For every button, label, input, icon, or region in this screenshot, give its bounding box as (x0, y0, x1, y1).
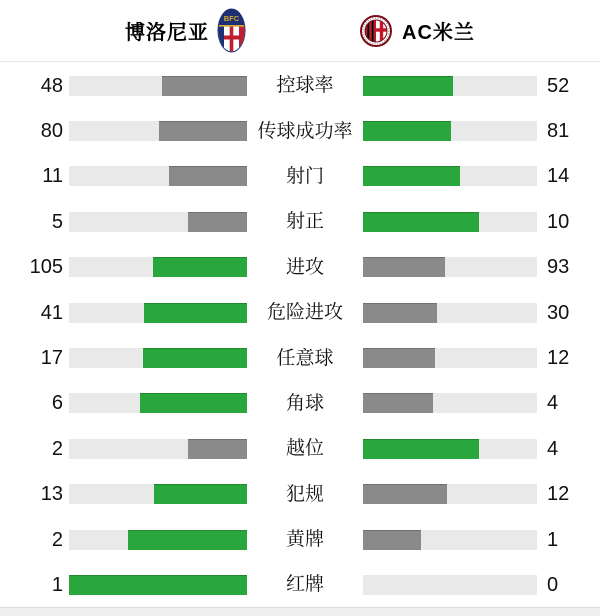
away-value: 0 (547, 573, 559, 596)
ac-milan-crest-icon (360, 15, 392, 47)
away-bar-fill (363, 348, 435, 368)
home-bar-fill (128, 530, 247, 550)
away-bar-fill (363, 303, 437, 323)
away-bar-track (363, 575, 537, 595)
header-team-home (125, 8, 246, 53)
home-bar-track (69, 257, 247, 277)
home-value: 1 (51, 573, 63, 596)
stat-label: 危险进攻 (266, 302, 343, 324)
away-bar-track (363, 166, 537, 186)
home-bar-fill (162, 76, 247, 96)
stat-row (0, 108, 600, 153)
away-bar-track (363, 121, 537, 141)
home-bar-fill (159, 121, 247, 141)
home-value: 13 (40, 483, 63, 506)
header-team-away (360, 15, 475, 47)
home-bar-track (69, 121, 247, 141)
home-bar-track (69, 212, 247, 232)
home-bar-track (69, 439, 247, 459)
away-bar-fill (363, 530, 421, 550)
stat-row (0, 335, 600, 380)
away-bar-track (363, 348, 537, 368)
bologna-crest-icon (217, 8, 246, 53)
home-bar-track (69, 348, 247, 368)
home-bar-fill (143, 348, 247, 368)
home-value: 5 (51, 210, 63, 233)
away-bar-track (363, 212, 537, 232)
home-value: 11 (42, 165, 63, 188)
stat-row (0, 290, 600, 335)
away-bar-track (363, 257, 537, 277)
away-bar-fill (363, 257, 445, 277)
away-bar-track (363, 439, 537, 459)
away-bar-track (363, 76, 537, 96)
stat-label: 射门 (285, 165, 324, 187)
away-value: 12 (547, 347, 570, 370)
stat-row (0, 245, 600, 290)
stat-label: 传球成功率 (257, 120, 353, 142)
away-bar-fill (363, 76, 453, 96)
match-stats-header (0, 0, 600, 62)
away-value: 12 (547, 483, 570, 506)
away-bar-fill (363, 166, 460, 186)
stat-row (0, 562, 600, 607)
away-bar-fill (363, 393, 433, 413)
home-value: 48 (40, 74, 63, 97)
stat-row (0, 63, 600, 108)
stat-row (0, 517, 600, 562)
stat-row (0, 472, 600, 517)
away-bar-fill (363, 484, 447, 504)
home-bar-track (69, 575, 247, 595)
away-value: 81 (547, 120, 570, 143)
stat-row (0, 381, 600, 426)
home-bar-fill (153, 257, 247, 277)
home-value: 105 (29, 256, 63, 279)
home-bar-fill (169, 166, 247, 186)
home-bar-fill (188, 439, 247, 459)
away-value: 52 (547, 74, 570, 97)
stat-label: 进攻 (285, 256, 324, 278)
stat-row (0, 154, 600, 199)
home-bar-track (69, 303, 247, 323)
away-bar-fill (363, 121, 451, 141)
away-bar-track (363, 484, 537, 504)
stat-label: 红牌 (285, 574, 324, 596)
away-value: 93 (547, 256, 570, 279)
footer-strip (0, 607, 600, 616)
away-value: 30 (547, 301, 570, 324)
stats-list (0, 62, 600, 608)
home-bar-track (69, 166, 247, 186)
stat-label: 任意球 (276, 347, 334, 369)
svg-text:BFC: BFC (223, 14, 240, 23)
home-bar-track (69, 76, 247, 96)
home-value: 2 (51, 437, 63, 460)
stat-label: 犯规 (285, 483, 324, 505)
home-bar-track (69, 484, 247, 504)
away-value: 4 (547, 437, 559, 460)
stat-label: 越位 (285, 438, 324, 460)
home-value: 6 (51, 392, 63, 415)
home-value: 41 (40, 301, 63, 324)
away-value: 1 (547, 528, 559, 551)
stat-label: 控球率 (276, 75, 334, 97)
away-bar-fill (363, 439, 479, 459)
stat-label: 角球 (285, 392, 324, 414)
home-bar-fill (154, 484, 247, 504)
stat-label: 射正 (285, 211, 324, 233)
home-value: 2 (51, 528, 63, 551)
away-bar-track (363, 530, 537, 550)
home-value: 80 (40, 120, 63, 143)
away-value: 10 (547, 210, 570, 233)
away-bar-track (363, 393, 537, 413)
home-bar-track (69, 530, 247, 550)
home-bar-fill (144, 303, 247, 323)
stat-label: 黄牌 (285, 529, 324, 551)
home-bar-track (69, 393, 247, 413)
home-bar-fill (188, 212, 247, 232)
stat-row (0, 199, 600, 244)
away-value: 14 (547, 165, 570, 188)
home-bar-fill (69, 575, 247, 595)
away-value: 4 (547, 392, 559, 415)
away-bar-track (363, 303, 537, 323)
home-bar-fill (140, 393, 247, 413)
home-team-name: 博洛尼亚 (125, 22, 210, 44)
home-value: 17 (40, 347, 63, 370)
stat-row (0, 426, 600, 471)
away-bar-fill (363, 212, 479, 232)
away-team-name: AC米兰 (402, 22, 475, 44)
